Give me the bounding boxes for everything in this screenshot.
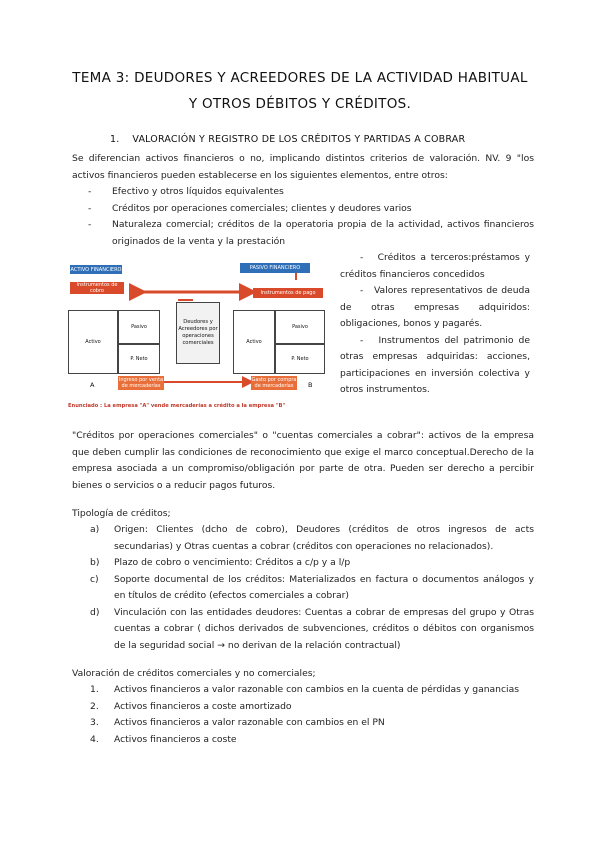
list-marker: c): [90, 573, 99, 585]
valoracion-list: [90, 682, 534, 748]
list-item-text: Activos financieros a valor razonable con cambios en la cuenta de pérdidas y ganancias: [114, 684, 520, 695]
list-item: [90, 732, 534, 749]
list-item: [90, 715, 534, 732]
list-item: [90, 555, 534, 572]
section-title: VALORACIÓN Y REGISTRO DE LOS CRÉDITOS Y PARTIDAS A COBRAR: [132, 134, 466, 145]
bullet-marker: -: [360, 252, 364, 263]
center-box: Deudores y Acreedores por operaciones comerciales: [176, 302, 220, 364]
list-marker: 2.: [90, 700, 99, 712]
bullet-marker: -: [360, 285, 364, 296]
side-item-text: Créditos a terceros:préstamos y créditos financieros concedidos: [340, 252, 530, 280]
side-item: [340, 250, 530, 283]
pneto-cell-b: P. Neto: [275, 344, 325, 374]
label-b: B: [308, 381, 313, 389]
assets-list: [88, 184, 534, 250]
left-bottom-box: Ingreso por venta de mercaderías: [118, 377, 164, 389]
list-item: [88, 217, 534, 250]
label-a: A: [90, 381, 95, 389]
tipologia-list: [90, 522, 534, 654]
right-bottom-box: Gasto por compra de mercaderías: [251, 377, 297, 389]
list-item: [88, 184, 534, 201]
side-item-text: Instrumentos del patrimonio de otras empresas adquiridas: acciones, participaciones en inversión colectiva y otros instrumentos.: [340, 334, 531, 395]
list-item: [90, 682, 534, 699]
list-marker: b): [90, 557, 100, 568]
pasivo-cell-a: Pasivo: [118, 310, 160, 344]
list-item: [90, 699, 534, 716]
list-marker: a): [90, 524, 100, 535]
bullet-marker: -: [88, 186, 92, 197]
list-item-text: Origen: Clientes (dcho de cobro), Deudores (créditos de otros ingresos de acts secundarias) y Otras cuentas a cobrar (créditos con operaciones no relacionados).: [114, 524, 534, 552]
list-item-text: Naturaleza comercial; créditos de la operatoria propia de la actividad, activos financieros originados de la venta y la prestación: [112, 219, 534, 247]
intro-paragraph: Se diferencian activos financieros o no, implicando distintos criterios de valoración. NV. 9 "los activos financieros pueden establecerse en los siguientes elementos, entre otros:: [72, 153, 534, 181]
list-marker: 4.: [90, 733, 99, 745]
list-item: [90, 522, 534, 555]
definition-paragraph: "Créditos por operaciones comerciales" o "cuentas comerciales a cobrar": activos de la empresa que deben cumplir las condiciones de reconocimiento que exige el marco conceptual.Derecho de la empresa asociada a un compromiso/obligación por parte de otra. Pueden ser derecho a percibir bienes o servicios o a reducir pagos futuros.: [72, 430, 534, 491]
pneto-cell-a: P. Neto: [118, 344, 160, 374]
bullet-marker: -: [360, 334, 364, 346]
list-item: [90, 605, 534, 655]
side-item-text: Valores representativos de deuda de otras empresas adquiridos: obligaciones, bonos y pagarés.: [340, 285, 530, 329]
page-title-line2: Y OTROS DÉBITOS Y CRÉDITOS.: [188, 96, 412, 112]
activo-cell-a: Activo: [68, 310, 118, 374]
list-marker: 1.: [90, 684, 99, 695]
list-marker: 3.: [90, 717, 99, 728]
side-list: [340, 250, 530, 399]
list-item-text: Plazo de cobro o vencimiento: Créditos a c/p y a l/p: [114, 557, 351, 568]
section-heading: [110, 134, 465, 145]
section-number: 1.: [110, 134, 120, 145]
right-sub: Instrumentos de pago: [253, 288, 323, 298]
list-item-text: Créditos por operaciones comerciales; clientes y deudores varios: [112, 202, 412, 214]
list-item-text: Activos financieros a coste amortizado: [114, 700, 292, 712]
list-item-text: Activos financieros a coste: [114, 733, 237, 745]
tipologia-heading: Tipología de créditos;: [72, 508, 171, 519]
valoracion-heading: Valoración de créditos comerciales y no comerciales;: [72, 668, 316, 679]
left-header: ACTIVO FINANCIERO: [70, 266, 122, 273]
list-item-text: Vinculación con las entidades deudores: Cuentas a cobrar de empresas del grupo y Otras cuentas a cobrar ( dichos derivados de subvenciones, créditos o débitos con organismos de la seguridad social → no derivan de la relación contractual): [114, 606, 534, 651]
page-title: TEMA 3: DEUDORES Y ACREEDORES DE LA ACTIVIDAD HABITUAL: [72, 70, 528, 86]
right-header: PASIVO FINANCIERO: [240, 263, 310, 273]
bullet-marker: -: [88, 202, 92, 214]
activo-cell-b: Activo: [233, 310, 275, 374]
list-item: [90, 572, 534, 605]
left-sub: Instrumentos de cobro: [70, 282, 124, 294]
list-item: [88, 201, 534, 218]
list-item-text: Soporte documental de los créditos: Materializados en factura o documentos análogos y en títulos de crédito (efectos comerciales a cobrar): [114, 573, 534, 601]
list-item-text: Efectivo y otros líquidos equivalentes: [112, 186, 284, 197]
financial-diagram: [68, 252, 330, 414]
list-item-text: Activos financieros a valor razonable con cambios en el PN: [114, 717, 385, 728]
side-item: [340, 283, 530, 333]
list-marker: d): [90, 606, 100, 618]
bullet-marker: -: [88, 219, 92, 230]
side-item: [340, 333, 530, 399]
pasivo-cell-b: Pasivo: [275, 310, 325, 344]
diagram-caption: Enunciado : La empresa "A" vende mercaderías a crédito a la empresa "B": [68, 403, 286, 409]
